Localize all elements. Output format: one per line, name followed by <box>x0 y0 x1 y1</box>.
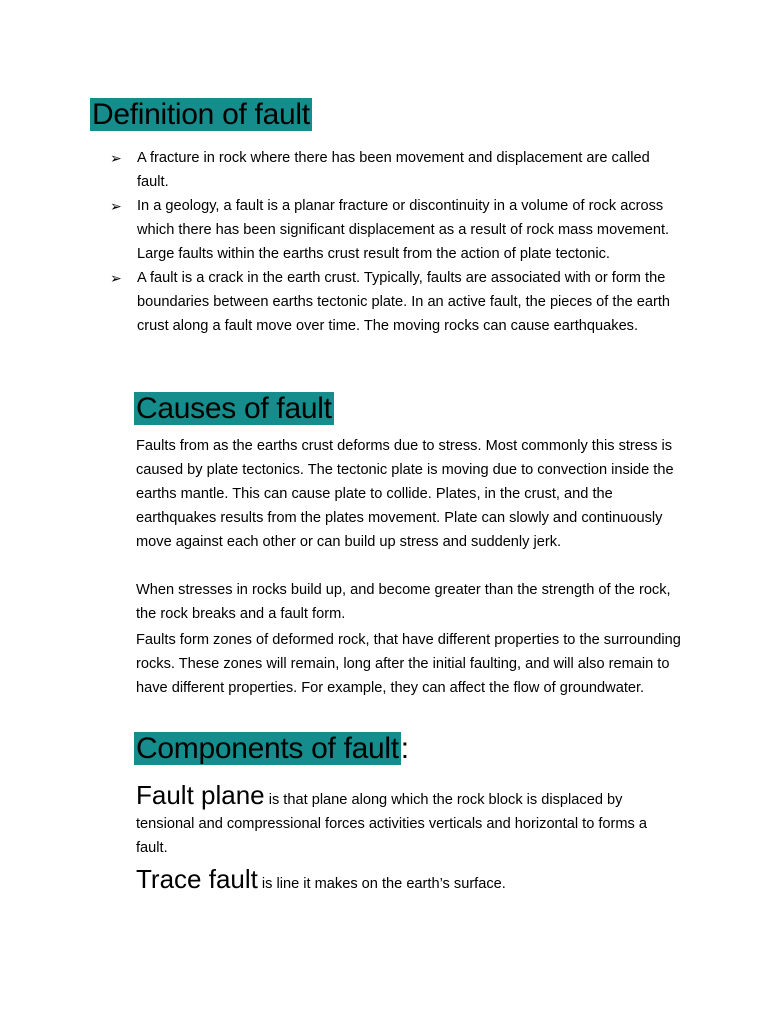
arrow-bullet-icon: ➢ <box>110 198 122 214</box>
causes-paragraph-2: When stresses in rocks build up, and become greater than the strength of the rock, the rock breaks and a fault form. <box>136 582 671 622</box>
causes-paragraph-1: Faults from as the earths crust deforms due to stress. Most commonly this stress is caused by plate tectonics. The tectonic plate is moving due to convection inside the earths mantle. This can cause plate to collide. Plates, in the crust, and the earthquakes results from the plates movement. Plate can slowly and continuously move against each other or can build up stress and suddenly jerk. <box>136 438 674 550</box>
heading-definition-text: Definition of fault <box>92 98 310 131</box>
heading-components <box>134 730 409 768</box>
definition-bullet-3 <box>108 266 678 338</box>
component-term: Fault plane <box>136 780 265 810</box>
component-term: Trace fault <box>136 864 258 894</box>
definition-bullet-1 <box>108 146 678 194</box>
bullet-text: A fracture in rock where there has been movement and displacement are called fault. <box>137 150 650 190</box>
bullet-text: In a geology, a fault is a planar fracture or discontinuity in a volume of rock across which there has been significant displacement as a result of rock mass movement. Large faults within the earths crust result from the action of plate tectonic. <box>137 198 670 262</box>
component-description: is that plane along which the rock block is displaced by tensional and compressional forces activities verticals and horizontal to forms a fault. <box>136 792 648 856</box>
definition-bullet-list <box>108 146 678 338</box>
component-trace-fault <box>136 864 681 896</box>
definition-bullet-2 <box>108 194 678 266</box>
component-description: is line it makes on the earth’s surface. <box>257 876 506 892</box>
causes-paragraph-3: Faults form zones of deformed rock, that have different properties to the surrounding rocks. These zones will remain, long after the initial faulting, and will also remain to have different properties. For example, they can affect the flow of groundwater. <box>136 632 681 696</box>
heading-components-text: Components of fault <box>136 732 399 765</box>
arrow-bullet-icon: ➢ <box>110 150 122 166</box>
heading-causes <box>134 390 334 428</box>
arrow-bullet-icon: ➢ <box>110 270 122 286</box>
heading-components-colon: : <box>400 732 409 765</box>
bullet-text: A fault is a crack in the earth crust. Typically, faults are associated with or form the boundaries between earths tectonic plate. In an active fault, the pieces of the earth crust along a fault move over time. The moving rocks can cause earthquakes. <box>137 270 671 334</box>
component-fault-plane <box>136 780 681 860</box>
heading-causes-text: Causes of fault <box>136 392 332 425</box>
heading-definition <box>90 96 312 134</box>
